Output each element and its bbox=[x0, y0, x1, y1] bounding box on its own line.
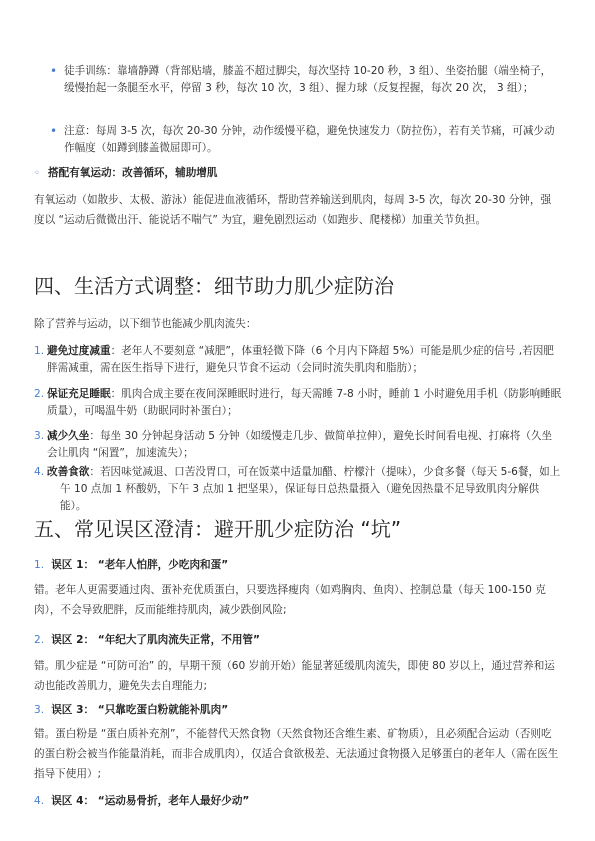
item-text: ：每坐 30 分钟起身活动 5 分钟（如缓慢走几步、做简单拉伸），避免长时间看电视、打麻将（久坐会让肌肉 “闲置”，加速流失）； bbox=[47, 430, 553, 459]
item-label: 保证充足睡眠 bbox=[47, 388, 111, 400]
bullet-text: 徒手训练：靠墙静蹲（背部贴墙，膝盖不超过脚尖，每次坚持 10-20 秒，3 组）、坐姿抬腿（端坐椅子，缓慢抬起一条腿至水平，停留 3 秒，每次 10 次，3 组）、握力球（反复捏握，每次 20 次， 3 组）； bbox=[64, 65, 552, 94]
section-4-intro: 除了营养与运动，以下细节也能减少肌肉流失： bbox=[34, 318, 257, 330]
myth-answer: 错。蛋白粉是 “蛋白质补充剂”，不能替代天然食物（天然食物还含维生素、矿物质），且必须配合运动（否则吃的蛋白粉会被当作能量消耗，而非合成肌肉），仅适合食欲极差、无法通过食物摄入足够蛋白的老年人（需在医生指导下使用）; bbox=[34, 728, 559, 780]
myth-heading: 2. 误区 2： “年纪大了肌肉流失正常，不用管” bbox=[34, 634, 260, 646]
bullet-2 bbox=[50, 123, 560, 157]
item-label: 避免过度减重 bbox=[47, 345, 111, 357]
item-label: 改善食欲 bbox=[47, 466, 90, 478]
sub-heading: ◦ 搭配有氧运动：改善循环，辅助增肌 bbox=[34, 167, 218, 179]
section-4-title: 四、生活方式调整：细节助力肌少症防治 bbox=[34, 274, 394, 298]
myth-heading: 3. 误区 3： “只靠吃蛋白粉就能补肌肉” bbox=[34, 704, 229, 716]
bullet-text: 注意：每周 3-5 次，每次 20-30 分钟，动作缓慢平稳，避免快速发力（防拉伤），若有关节痛，可减少动作幅度（如蹲到膝盖微屈即可）。 bbox=[64, 125, 555, 154]
item-text: ：肌肉合成主要在夜间深睡眠时进行，每天需睡 7-8 小时，睡前 1 小时避免用手机（防影响睡眠质量），可喝温牛奶（助眠同时补蛋白）； bbox=[47, 388, 562, 417]
myth-heading: 4. 误区 4： “运动易骨折，老年人最好少动” bbox=[34, 795, 250, 807]
item-text: ：若因味觉减退、口苦没胃口，可在饭菜中适量加醋、柠檬汁（提味），少食多餐（每天 5-6餐，如上午 10 点加 1 杯酸奶，下午 3 点加 1 把坚果），保证每日总热量摄入（避免因热量不足导致肌肉分解供能）。 bbox=[60, 466, 561, 512]
list-item: 3. 减少久坐：每坐 30 分钟起身活动 5 分钟（如缓慢走几步、做简单拉伸），避免长时间看电视、打麻将（久坐会让肌肉 “闲置”，加速流失）； bbox=[34, 430, 553, 459]
myth-answer: 错。老年人更需要通过肉、蛋补充优质蛋白，只要选择瘦肉（如鸡胸肉、鱼肉）、控制总量（每天 100-150 克肉），不会导致肥胖，反而能维持肌肉，减少跌倒风险; bbox=[34, 584, 546, 616]
bullet-dot-icon: • bbox=[50, 124, 58, 138]
myth-answer: 错。肌少症是 “可防可治” 的，早期干预（60 岁前开始）能显著延缓肌肉流失，即使 80 岁以上，通过营养和运动也能改善肌力，避免失去自理能力; bbox=[34, 660, 555, 692]
list-item: 2. 保证充足睡眠：肌肉合成主要在夜间深睡眠时进行，每天需睡 7-8 小时，睡前 1 小时避免用手机（防影响睡眠质量），可喝温牛奶（助眠同时补蛋白）； bbox=[34, 388, 562, 417]
circle-bullet-icon: ◦ bbox=[34, 168, 40, 179]
aerobic-paragraph: 有氧运动（如散步、太极、游泳）能促进血液循环，帮助营养输送到肌肉，每周 3-5 次，每次 20-30 分钟，强度以 “运动后微微出汗、能说话不喘气” 为宜，避免剧烈运动（如跑步、爬楼梯）加重关节负担。 bbox=[34, 194, 552, 226]
bullet-1 bbox=[50, 63, 560, 97]
myth-heading: 1. 误区 1： “老年人怕胖，少吃肉和蛋” bbox=[34, 559, 229, 571]
section-5-title: 五、常见误区澄清：避开肌少症防治 “坑” bbox=[34, 517, 402, 541]
list-item: 1. 避免过度减重：老年人不要刻意 “减肥”，体重轻微下降（6 个月内下降超 5%）可能是肌少症的信号 ,若因肥胖需减重，需在医生指导下进行，避免只节食不运动（会同时流失肌肉和脂肪）； bbox=[34, 345, 554, 374]
bullet-dot-icon: • bbox=[50, 64, 58, 78]
item-label: 减少久坐 bbox=[47, 430, 90, 442]
item-text: ：老年人不要刻意 “减肥”，体重轻微下降（6 个月内下降超 5%）可能是肌少症的信号 ,若因肥胖需减重，需在医生指导下进行，避免只节食不运动（会同时流失肌肉和脂肪）； bbox=[47, 345, 554, 374]
list-item: 4. 改善食欲：若因味觉减退、口苦没胃口，可在饭菜中适量加醋、柠檬汁（提味），少食多餐（每天 5-6餐，如上午 10 点加 1 杯酸奶，下午 3 点加 1 把坚果），保证每日总热量摄入（避免因热量不足导致肌肉分解供能）。 bbox=[34, 466, 561, 512]
